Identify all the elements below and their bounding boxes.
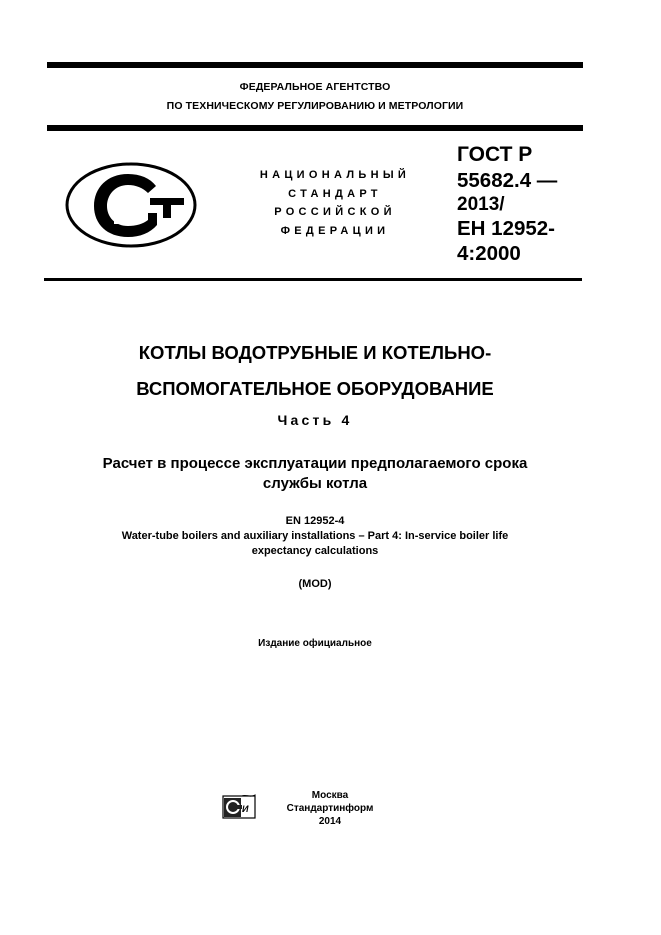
designation-line: ЕН 12952- xyxy=(457,217,556,240)
national-standard-line: СТАНДАРТ xyxy=(288,187,382,200)
top-rule xyxy=(47,62,583,68)
subtitle-line-2: службы котла xyxy=(262,475,368,492)
modification-label: (MOD) xyxy=(298,578,332,590)
edition-label: Издание официальное xyxy=(258,638,372,649)
document-title-line-1: КОТЛЫ ВОДОТРУБНЫЕ И КОТЕЛЬНО- xyxy=(138,342,492,363)
designation-line: 2013/ xyxy=(457,194,505,215)
standard-designation xyxy=(457,142,607,266)
rst-certification-mark-icon xyxy=(64,160,200,252)
national-standard-label xyxy=(240,166,430,240)
middle-rule xyxy=(47,125,583,131)
english-title-line-1: Water-tube boilers and auxiliary installations – Part 4: In-service boiler life xyxy=(121,530,509,542)
subtitle-line-1: Расчет в процессе эксплуатации предполагаемого срока xyxy=(102,455,528,472)
designation-line: 4:2000 xyxy=(457,242,521,265)
designation-line: 55682.4 — xyxy=(457,169,558,192)
designation-line: ГОСТ Р xyxy=(457,143,533,166)
english-title-line-2: expectancy calculations xyxy=(251,545,379,557)
english-code: EN 12952-4 xyxy=(285,515,345,527)
national-standard-line: ФЕДЕРАЦИИ xyxy=(280,224,390,237)
document-subtitle xyxy=(0,454,630,494)
document-title-line-2: ВСПОМОГАТЕЛЬНОЕ ОБОРУДОВАНИЕ xyxy=(136,378,494,399)
publisher-city: Москва xyxy=(311,790,349,801)
agency-name-line-2: ПО ТЕХНИЧЕСКОМУ РЕГУЛИРОВАНИЮ И МЕТРОЛОГИИ xyxy=(166,100,464,112)
publication-year: 2014 xyxy=(318,816,342,827)
standartinform-logo-icon xyxy=(222,793,256,821)
english-reference xyxy=(0,514,630,559)
national-standard-line: РОССИЙСКОЙ xyxy=(274,206,396,218)
part-number: Часть 4 xyxy=(277,412,353,428)
publisher-info xyxy=(270,789,390,828)
publisher-name: Стандартинформ xyxy=(286,803,374,814)
agency-name-line-1: ФЕДЕРАЛЬНОЕ АГЕНТСТВО xyxy=(239,81,391,93)
national-standard-line: НАЦИОНАЛЬНЫЙ xyxy=(259,169,411,181)
svg-text:И: И xyxy=(242,804,249,814)
bottom-rule xyxy=(44,278,582,281)
